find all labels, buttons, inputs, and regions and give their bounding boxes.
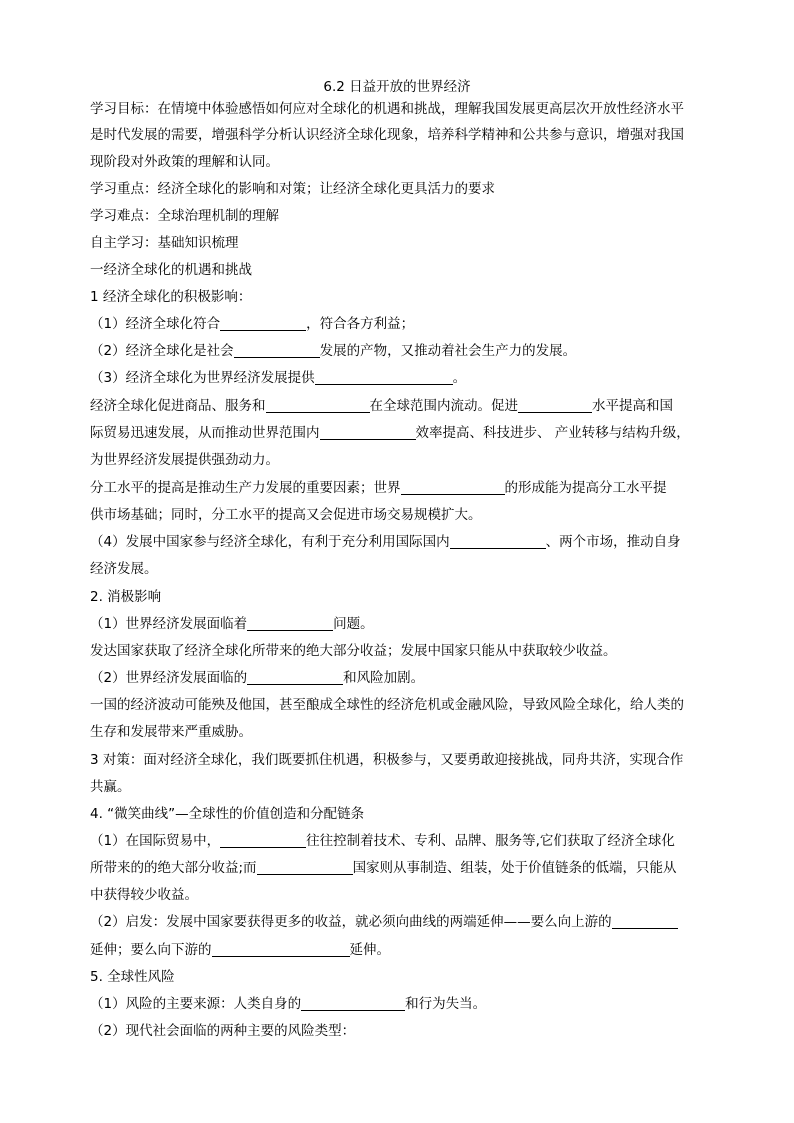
fill-blank[interactable] (320, 425, 416, 440)
paragraph-line (90, 424, 710, 442)
item-text: 所带来的的绝大部分收益;而 (90, 860, 257, 876)
focus-line: 学习重点：经济全球化的影响和对策；让经济全球化更具活力的要求 (90, 181, 495, 197)
goal-line-2: 是时代发展的需要，增强科学分析认识经济全球化现象，培养科学精神和公共参与意识，增强对我国 (90, 127, 684, 143)
item-line (90, 832, 710, 850)
item-text: 。 (452, 370, 467, 386)
item-text: 和行为失当。 (405, 996, 487, 1012)
item-line (90, 669, 710, 687)
paragraph-line (90, 479, 710, 497)
item-text: 延伸；要么向下游的 (90, 942, 212, 958)
item-text: 国家则从事制造、组装，处于价值链条的低端，只能从 (352, 860, 677, 876)
fill-blank[interactable] (450, 534, 546, 549)
fill-blank[interactable] (212, 942, 350, 957)
item-text: 问题。 (333, 616, 374, 632)
subsection-heading: 5. 全球性风险 (90, 969, 175, 985)
paragraph-line: 一国的经济波动可能殃及他国，甚至酿成全球性的经济危机或金融风险，导致风险全球化，给人类的 (90, 697, 684, 713)
fill-blank[interactable] (220, 316, 306, 331)
item-text: 延伸。 (349, 942, 390, 958)
fill-blank[interactable] (315, 370, 453, 385)
paragraph-text: 分工水平的提高是推动生产力发展的重要因素；世界 (90, 480, 401, 496)
self-study-line: 自主学习：基础知识梳理 (90, 235, 239, 251)
item-text: （1）风险的主要来源：人类自身的 (90, 996, 302, 1012)
page-title: 6.2 日益开放的世界经济 (323, 79, 471, 95)
subsection-heading: 4. “微笑曲线”—全球性的价值创造和分配链条 (90, 806, 365, 822)
item-line (90, 995, 710, 1013)
paragraph-line: 3 对策：面对经济全球化，我们既要抓住机遇，积极参与，又要勇敢迎接挑战，同舟共济，实现合作 (90, 752, 684, 768)
paragraph-line: 供市场基础；同时，分工水平的提高又会促进市场交易规模扩大。 (90, 507, 482, 523)
paragraph-text: 际贸易迅速发展，从而推动世界范围内 (90, 425, 320, 441)
item-line (90, 859, 710, 877)
item-text: （3）经济全球化为世界经济发展提供 (90, 370, 315, 386)
item-text: 、两个市场，推动自身 (545, 534, 681, 550)
paragraph-line: 生存和发展带来严重威胁。 (90, 724, 252, 740)
item-text: （1）经济全球化符合 (90, 316, 221, 332)
paragraph-line: 共赢。 (90, 779, 131, 795)
section-heading: 一经济全球化的机遇和挑战 (90, 262, 252, 278)
paragraph-text: 水平提高和国 (592, 398, 673, 414)
item-line: 中获得较少收益。 (90, 887, 198, 903)
item-text: （1）在国际贸易中， (90, 833, 221, 849)
item-line (90, 913, 710, 931)
paragraph-text: 效率提高、科技进步、 产业转移与结构升级， (415, 425, 690, 441)
fill-blank[interactable] (234, 343, 320, 358)
fill-blank[interactable] (257, 860, 353, 875)
item-line: 经济发展。 (90, 561, 158, 577)
paragraph-text: 的形成能为提高分工水平提 (504, 480, 667, 496)
item-line (90, 533, 710, 551)
item-line (90, 615, 710, 633)
item-text: （1）世界经济发展面临着 (90, 616, 248, 632)
item-text: 发展的产物，又推动着社会生产力的发展。 (319, 343, 577, 359)
fill-blank[interactable] (247, 616, 333, 631)
paragraph-line: 发达国家获取了经济全球化所带来的绝大部分收益；发展中国家只能从中获取较少收益。 (90, 643, 617, 659)
item-line: （2）现代社会面临的两种主要的风险类型： (90, 1023, 356, 1039)
item-text: （2）世界经济发展面临的 (90, 670, 248, 686)
fill-blank[interactable] (612, 914, 678, 929)
paragraph-text: 在全球范围内流动。促进 (369, 398, 518, 414)
fill-blank[interactable] (220, 833, 306, 848)
paragraph-text: 经济全球化促进商品、服务和 (90, 398, 266, 414)
fill-blank[interactable] (518, 398, 592, 413)
fill-blank[interactable] (301, 996, 405, 1011)
goal-line-3: 现阶段对外政策的理解和认同。 (90, 154, 279, 170)
item-text: ，符合各方利益； (306, 316, 415, 332)
fill-blank[interactable] (266, 398, 370, 413)
difficulty-line: 学习难点：全球治理机制的理解 (90, 208, 279, 224)
item-line (90, 315, 710, 333)
item-text: 和风险加剧。 (343, 670, 425, 686)
fill-blank[interactable] (247, 670, 343, 685)
subsection-heading: 2. 消极影响 (90, 589, 162, 605)
item-line (90, 369, 710, 387)
item-line (90, 941, 710, 959)
item-text: （4）发展中国家参与经济全球化，有利于充分利用国际国内 (90, 534, 450, 550)
paragraph-line: 为世界经济发展提供强劲动力。 (90, 452, 279, 468)
fill-blank[interactable] (401, 480, 505, 495)
item-text: （2）启发：发展中国家要获得更多的收益，就必须向曲线的两端延伸——要么向上游的 (90, 914, 612, 930)
item-text: 往往控制着技术、专利、品牌、服务等,它们获取了经济全球化 (306, 833, 675, 849)
item-line (90, 342, 710, 360)
goal-line-1: 学习目标：在情境中体验感悟如何应对全球化的机遇和挑战，理解我国发展更高层次开放性经济水平 (90, 101, 684, 117)
subsection-heading: 1 经济全球化的积极影响： (90, 289, 252, 305)
item-text: （2）经济全球化是社会 (90, 343, 234, 359)
paragraph-line (90, 397, 710, 415)
